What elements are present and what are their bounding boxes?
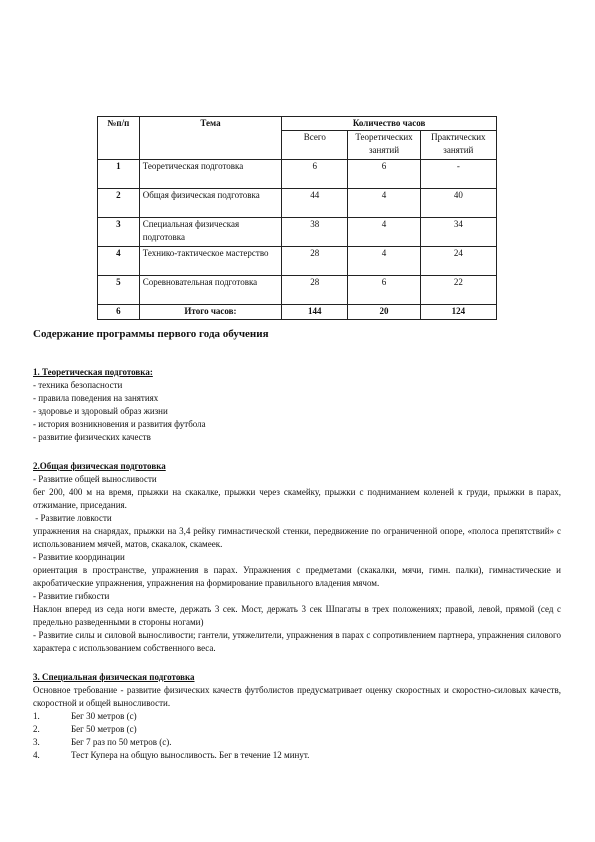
table-row bbox=[98, 247, 497, 276]
header-hours: Количество часов bbox=[282, 117, 497, 131]
row-theory: 6 bbox=[348, 160, 420, 189]
table-row bbox=[98, 160, 497, 189]
item-number: 4. bbox=[33, 750, 40, 760]
list-item: - история возникновения и развития футбола bbox=[33, 419, 206, 429]
section-general-fitness bbox=[33, 460, 561, 655]
table-header-row bbox=[98, 117, 497, 131]
section-title: 1. Теоретическая подготовка: bbox=[33, 367, 153, 377]
table-row bbox=[98, 189, 497, 218]
row-num: 1 bbox=[98, 160, 140, 189]
paragraph: ориентация в пространстве, упражнения в парах. Упражнения с предметами (скакалки, мячи, гимн. палки), гимнастические и акробатические упражнения, упражнения на формирование правильного владения мячом. bbox=[33, 565, 561, 588]
row-theory: 4 bbox=[348, 218, 420, 247]
list-item bbox=[33, 749, 561, 762]
row-num: 5 bbox=[98, 276, 140, 305]
paragraph: бег 200, 400 м на время, прыжки на скакалке, прыжки через скамейку, прыжки с подниманием коленей к груди, прыжки в парах, отжимание, приседания. bbox=[33, 487, 561, 510]
item-text: Бег 7 раз по 50 метров (с). bbox=[71, 737, 172, 747]
row-all: 28 bbox=[282, 276, 348, 305]
row-theme: Соревновательная подготовка bbox=[139, 276, 282, 305]
program-content bbox=[33, 326, 561, 778]
item-number: 2. bbox=[33, 724, 40, 734]
list-item: - техника безопасности bbox=[33, 380, 123, 390]
total-num: 6 bbox=[98, 305, 140, 320]
paragraph: - Развитие общей выносливости bbox=[33, 474, 157, 484]
row-num: 2 bbox=[98, 189, 140, 218]
list-item bbox=[33, 723, 561, 736]
row-all: 28 bbox=[282, 247, 348, 276]
paragraph: - Развитие гибкости bbox=[33, 591, 110, 601]
paragraph: упражнения на снарядах, прыжки на 3,4 рейку гимнастической стенки, передвижение по ограниченной опоре, «полоса препятствий» с использованием мячей, матов, скакалок, скамеек. bbox=[33, 526, 561, 549]
row-practice: - bbox=[420, 160, 496, 189]
paragraph: Основное требование - развитие физических качеств футболистов предусматривает оценку скоростных и скоростно-силовых качеств, скоростной и общей выносливости. bbox=[33, 685, 561, 708]
header-theme: Тема bbox=[139, 117, 282, 160]
header-all: Всего bbox=[282, 131, 348, 160]
row-all: 6 bbox=[282, 160, 348, 189]
header-theory: Теоретических занятий bbox=[348, 131, 420, 160]
item-text: Тест Купера на общую выносливость. Бег в течение 12 минут. bbox=[71, 750, 310, 760]
row-practice: 34 bbox=[420, 218, 496, 247]
row-all: 44 bbox=[282, 189, 348, 218]
list-item: - развитие физических качеств bbox=[33, 432, 151, 442]
row-theory: 4 bbox=[348, 189, 420, 218]
hours-table bbox=[97, 116, 497, 320]
item-text: Бег 50 метров (с) bbox=[71, 724, 137, 734]
total-all: 144 bbox=[282, 305, 348, 320]
header-practice: Практических занятий bbox=[420, 131, 496, 160]
program-title: Содержание программы первого года обучения bbox=[33, 328, 269, 340]
table-row bbox=[98, 276, 497, 305]
header-num: №п/п bbox=[98, 117, 140, 160]
table-row bbox=[98, 218, 497, 247]
section-theory bbox=[33, 366, 561, 444]
item-text: Бег 30 метров (с) bbox=[71, 711, 137, 721]
section-special-fitness bbox=[33, 671, 561, 762]
row-theme: Общая физическая подготовка bbox=[139, 189, 282, 218]
row-theory: 4 bbox=[348, 247, 420, 276]
item-number: 1. bbox=[33, 711, 40, 721]
total-theory: 20 bbox=[348, 305, 420, 320]
test-list bbox=[33, 710, 561, 762]
row-theme: Теоретическая подготовка bbox=[139, 160, 282, 189]
paragraph: Наклон вперед из седа ноги вместе, держать 3 сек. Мост, держать 3 сек Шпагаты в трех положениях; правой, левой, прямой (сед с предельно разведенными в стороны ногами) bbox=[33, 604, 561, 627]
row-num: 4 bbox=[98, 247, 140, 276]
total-label: Итого часов: bbox=[139, 305, 282, 320]
list-item: - правила поведения на занятиях bbox=[33, 393, 159, 403]
row-theme: Технико-тактическое мастерство bbox=[139, 247, 282, 276]
list-item bbox=[33, 710, 561, 723]
paragraph: - Развитие силы и силовой выносливости; гантели, утяжелители, упражнения в парах с сопротивлением партнера, упражнения силового характера с использованием собственного веса. bbox=[33, 630, 561, 653]
section-title: 2.Общая физическая подготовка bbox=[33, 461, 166, 471]
row-num: 3 bbox=[98, 218, 140, 247]
list-item: - здоровье и здоровый образ жизни bbox=[33, 406, 168, 416]
item-number: 3. bbox=[33, 737, 40, 747]
paragraph: - Развитие ловкости bbox=[33, 513, 112, 523]
table-total-row bbox=[98, 305, 497, 320]
row-theory: 6 bbox=[348, 276, 420, 305]
row-practice: 24 bbox=[420, 247, 496, 276]
row-theme: Специальная физическая подготовка bbox=[139, 218, 282, 247]
list-item bbox=[33, 736, 561, 749]
row-practice: 22 bbox=[420, 276, 496, 305]
row-practice: 40 bbox=[420, 189, 496, 218]
total-practice: 124 bbox=[420, 305, 496, 320]
paragraph: - Развитие координации bbox=[33, 552, 125, 562]
row-all: 38 bbox=[282, 218, 348, 247]
section-title: 3. Специальная физическая подготовка bbox=[33, 672, 195, 682]
